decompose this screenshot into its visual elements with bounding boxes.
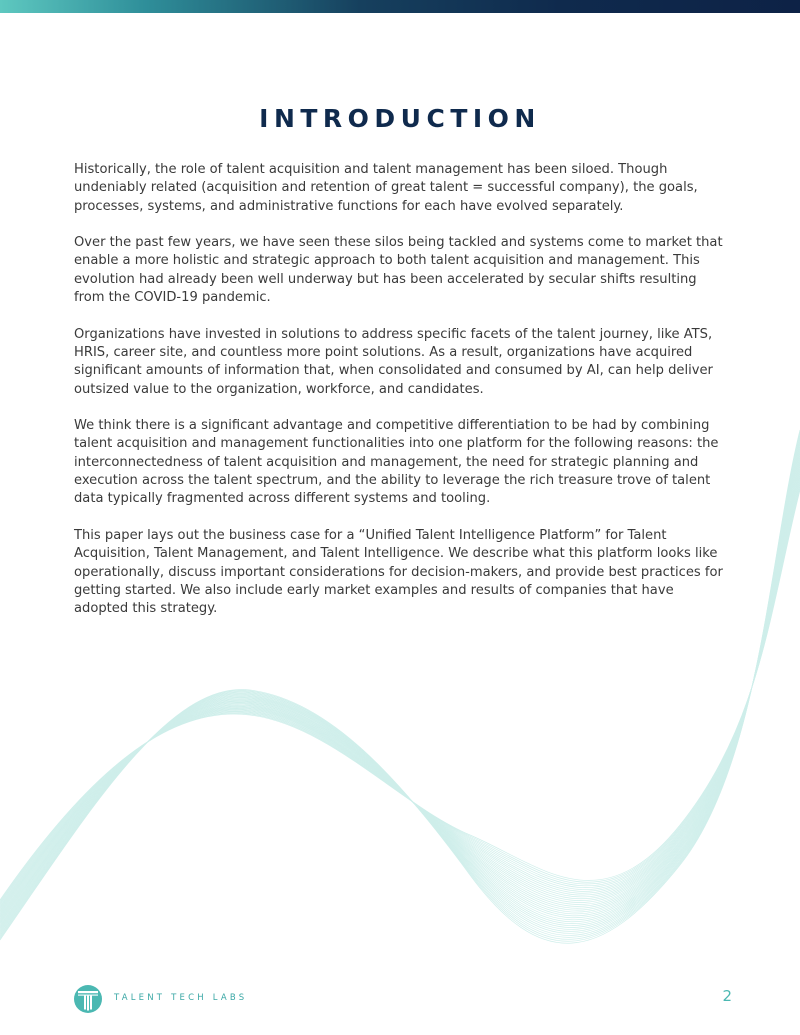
page-title: INTRODUCTION [259, 104, 541, 133]
footer-brand-name: TALENT TECH LABS [114, 993, 248, 1003]
talent-tech-labs-logo-icon [73, 984, 103, 1014]
paragraph: Historically, the role of talent acquisition and talent management has been siloed. Though undeniably related (acquisition and retention of great talent = successful company), the goals, processes, systems, and administrative functions for each have evolved separately. [74, 162, 698, 214]
paragraph: Over the past few years, we have seen these silos being tackled and systems come to market that enable a more holistic and strategic approach to both talent acquisition and management. This evolution had already been well underway but has been accelerated by secular shifts resulting from the COVID-19 pandemic. [74, 235, 723, 306]
page-number: 2 [722, 987, 732, 1005]
paragraph: Organizations have invested in solutions to address specific facets of the talent journey, like ATS, HRIS, career site, and countless more point solutions. As a result, organizations have acquired significant amounts of information that, when consolidated and consumed by AI, can help deliver outsized value to the organization, workforce, and candidates. [74, 326, 713, 397]
paragraph: This paper lays out the business case for a “Unified Talent Intelligence Platform” for Talent Acquisition, Talent Management, and Talent Intelligence. We describe what this platform looks like operationally, discuss important considerations for decision-makers, and provide best practices for getting started. We also include early market examples and results of companies that have adopted this strategy. [74, 527, 723, 617]
paragraph: We think there is a significant advantage and competitive differentiation to be had by combining talent acquisition and management functionalities into one platform for the following reasons: the interconnectedness of talent acquisition and management, the need for strategic planning and execution across the talent spectrum, and the ability to leverage the rich treasure trove of talent data typically fragmented across different systems and tooling. [74, 418, 719, 507]
body-text [74, 161, 724, 637]
top-gradient-bar [0, 0, 800, 13]
